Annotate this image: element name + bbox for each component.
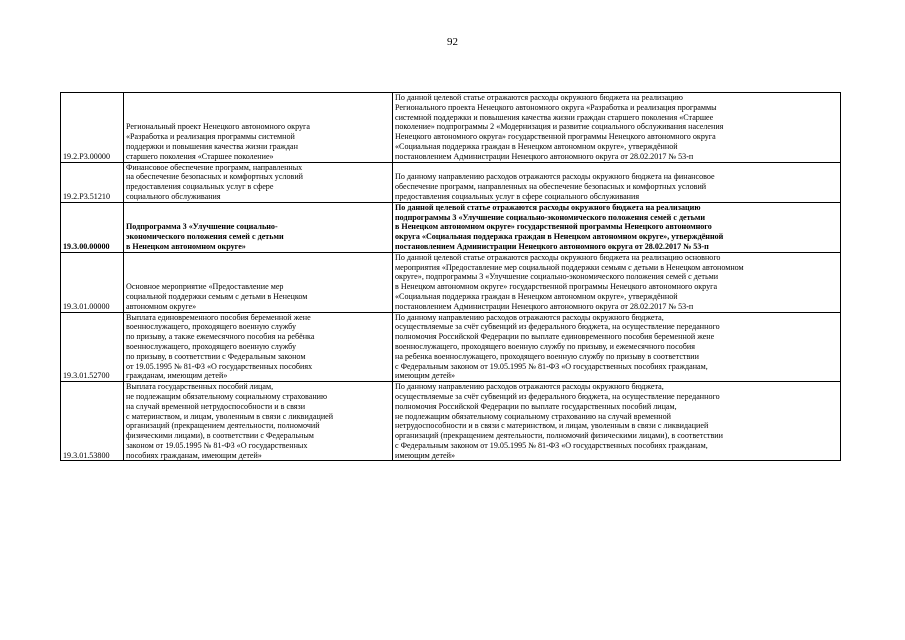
budget-classification-table (60, 92, 841, 461)
row-name: Выплата государственных пособий лицам, не подлежащим обязательному социальному страхованию на случай временной нетрудоспособности и в связи с материнством, и лицам, уволенным в связи с ликвидацией организаций (прекращением деятельности, полномочий физическими лицами), в соответствии с Федеральным законом от 19.05.1995 № 81-ФЗ «О государственных пособиях гражданам, имеющим детей» (124, 382, 393, 461)
row-description: По данному направлению расходов отражаются расходы окружного бюджета на финансовое обеспечение программ, направленных на обеспечение безопасных и комфортных условий предоставления социальных услуг в сфере социального обслуживания (393, 162, 841, 202)
row-name: Выплата единовременного пособия беременной жене военнослужащего, проходящего военную службу по призыву, а также ежемесячного пособия на ребёнка военнослужащего, проходящего военную службу по призыву, в соответствии с Федеральным законом от 19.05.1995 № 81-ФЗ «О государственных пособиях гражданам, имеющим детей» (124, 312, 393, 382)
row-name: Основное мероприятие «Предоставление мер социальной поддержки семьям с детьми в Ненецком автономном округе» (124, 252, 393, 312)
row-description: По данной целевой статье отражаются расходы окружного бюджета на реализацию Регионального проекта Ненецкого автономного округа «Разработка и реализация программы системной поддержки и повышения качества жизни граждан старшего поколения «Старшее поколение» подпрограммы 2 «Модернизация и развитие социального обслуживания населения Ненецкого автономного округа» государственной программы Ненецкого автономного округа «Социальная поддержка граждан в Ненецком автономном округе», утверждённой постановлением Администрации Ненецкого автономного округа от 28.02.2017 № 53-п (393, 93, 841, 163)
table-row (61, 312, 841, 382)
table-row (61, 162, 841, 202)
row-code: 19.2.P3.00000 (61, 93, 124, 163)
row-description: По данному направлению расходов отражаются расходы окружного бюджета, осуществляемые за счёт субвенций из федерального бюджета, на осуществление переданного полномочия Российской Федерации по выплате государственных пособий лицам, не подлежащим обязательному социальному страхованию на случай временной нетрудоспособности и в связи с материнством, и лицам, уволенным в связи с ликвидацией организаций (прекращением деятельности, полномочий физическими лицами), в соответствии с Федеральным законом от 19.05.1995 № 81-ФЗ «О государственных пособиях гражданам, имеющим детей» (393, 382, 841, 461)
page-number: 92 (447, 36, 458, 48)
row-code: 19.3.01.53800 (61, 382, 124, 461)
row-description: По данной целевой статье отражаются расходы окружного бюджета на реализацию подпрограммы 3 «Улучшение социально-экономического положения семей с детьми в Ненецком автономном округе» государственной программы Ненецкого автономного округа «Социальная поддержка граждан в Ненецком автономном округе», утверждённой постановлением Администрации Ненецкого автономного округа от 28.02.2017 № 53-п (393, 202, 841, 252)
table-row (61, 202, 841, 252)
row-code: 19.2.P3.51210 (61, 162, 124, 202)
row-code: 19.3.00.00000 (61, 202, 124, 252)
table-row (61, 93, 841, 163)
row-code: 19.3.01.52700 (61, 312, 124, 382)
row-description: По данному направлению расходов отражаются расходы окружного бюджета, осуществляемые за счёт субвенций из федерального бюджета, на осуществление переданного полномочия Российской Федерации по выплате единовременного пособия беременной жене военнослужащего, проходящего военную службу по призыву, и ежемесячного пособия на ребенка военнослужащего, проходящего военную службу по призыву в соответствии с Федеральным законом от 19.05.1995 № 81-ФЗ «О государственных пособиях гражданам, имеющим детей» (393, 312, 841, 382)
row-name: Финансовое обеспечение программ, направленных на обеспечение безопасных и комфортных условий предоставления социальных услуг в сфере социального обслуживания (124, 162, 393, 202)
row-name: Региональный проект Ненецкого автономного округа «Разработка и реализация программы системной поддержки и повышения качества жизни граждан старшего поколения «Старшее поколение» (124, 93, 393, 163)
row-description: По данной целевой статье отражаются расходы окружного бюджета на реализацию основного мероприятия «Предоставление мер социальной поддержки семьям с детьми в Ненецком автономном округе», подпрограммы 3 «Улучшение социально-экономического положения семей с детьми в Ненецком автономном округе» государственной программы Ненецкого автономного округа «Социальная поддержка граждан в Ненецком автономном округе», утверждённой постановлением Администрации Ненецкого автономного округа от 28.02.2017 № 53-п (393, 252, 841, 312)
table-row (61, 382, 841, 461)
row-code: 19.3.01.00000 (61, 252, 124, 312)
table-row (61, 252, 841, 312)
row-name: Подпрограмма 3 «Улучшение социально- экономического положения семей с детьми в Ненецком автономном округе» (124, 202, 393, 252)
